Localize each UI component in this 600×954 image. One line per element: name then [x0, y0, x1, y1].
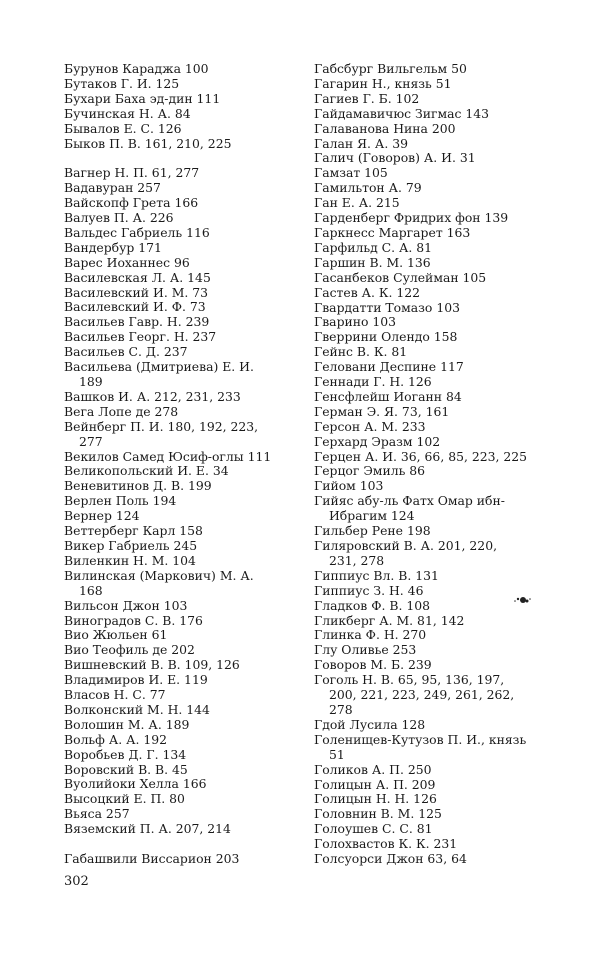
index-entry-text: Галан Я. А. 39	[314, 135, 408, 151]
index-entry	[64, 748, 294, 763]
index-entry-continuation: 200, 221, 223, 249, 261, 262,	[329, 687, 515, 703]
index-entry	[64, 777, 294, 792]
index-entry	[314, 151, 544, 166]
index-entry-text: Вуолийоки Хелла 166	[64, 776, 207, 792]
index-entry	[314, 360, 544, 375]
index-entry-text: Гаркнесс Маргарет 163	[314, 224, 471, 240]
index-entry	[64, 256, 294, 271]
index-entry	[314, 92, 544, 107]
ink-blot-mark	[512, 595, 532, 605]
index-entry	[64, 628, 294, 643]
index-entry-text: Веттерберг Карл 158	[64, 523, 203, 539]
index-entry	[64, 673, 294, 688]
index-entry	[314, 569, 544, 584]
index-entry-text: Бутаков Г. И. 125	[64, 75, 180, 91]
index-entry	[64, 211, 294, 226]
index-entry	[314, 137, 544, 152]
index-entry	[314, 852, 544, 867]
right-index-column	[314, 62, 544, 867]
index-entry	[314, 122, 544, 137]
index-entry-text: Гварино 103	[314, 314, 397, 330]
index-entry-text: Великопольский И. Е. 34	[64, 463, 229, 479]
index-entry	[64, 703, 294, 718]
index-entry-text: Герман Э. Я. 73, 161	[314, 403, 450, 419]
index-entry-text: Герхард Эразм 102	[314, 433, 441, 449]
index-entry	[64, 599, 294, 614]
index-entry-text: Веневитинов Д. В. 199	[64, 478, 212, 494]
index-entry	[314, 718, 544, 733]
left-index-column	[64, 62, 294, 867]
index-entry	[64, 196, 294, 211]
index-entry	[314, 286, 544, 301]
index-entry	[64, 569, 294, 599]
index-entry	[64, 554, 294, 569]
index-entry-text: Воровский В. В. 45	[64, 761, 188, 777]
index-entry	[314, 599, 544, 614]
index-entry	[314, 763, 544, 778]
index-entry	[64, 286, 294, 301]
index-entry-text: Гамильтон А. 79	[314, 180, 422, 196]
index-entry	[314, 792, 544, 807]
index-entry-text: Вейнберг П. И. 180, 192, 223,	[64, 418, 259, 434]
index-entry-text: Бухари Баха эд-дин 111	[64, 90, 221, 106]
index-entry	[64, 122, 294, 137]
index-entry	[64, 271, 294, 286]
index-entry-text: Гайдамавичюс Зигмас 143	[314, 105, 490, 121]
index-entry-text: Васильев Гавр. Н. 239	[64, 314, 210, 330]
index-entry-text: Гарфильд С. А. 81	[314, 239, 433, 255]
index-entry-text: Владимиров И. Е. 119	[64, 672, 208, 688]
index-entry	[314, 524, 544, 539]
index-entry	[64, 181, 294, 196]
index-entry	[64, 658, 294, 673]
index-entry-text: Виленкин Н. М. 104	[64, 552, 196, 568]
index-entry	[314, 539, 544, 569]
index-entry-text: Вильсон Джон 103	[64, 597, 188, 613]
index-entry	[314, 256, 544, 271]
index-entry	[64, 226, 294, 241]
index-entry	[314, 390, 544, 405]
index-entry-text: Говоров М. Б. 239	[314, 657, 432, 673]
index-entry	[314, 837, 544, 852]
index-entry-text: Генсфлейш Иоганн 84	[314, 388, 462, 404]
page-number: 302	[64, 874, 89, 889]
index-entry	[314, 822, 544, 837]
index-entry-text: Галаванова Нина 200	[314, 120, 456, 136]
index-entry	[64, 345, 294, 360]
index-entry-text: Гвардатти Томазо 103	[314, 299, 460, 315]
index-entry-text: Герсон А. М. 233	[314, 418, 426, 434]
index-entry	[314, 658, 544, 673]
index-entry	[314, 77, 544, 92]
index-entry-text: Голенищев-Кутузов П. И., князь	[314, 731, 527, 747]
index-entry	[64, 509, 294, 524]
index-entry	[314, 778, 544, 793]
index-entry-text: Вега Лопе де 278	[64, 403, 179, 419]
index-entry-continuation: 278	[329, 701, 353, 717]
index-entry-text: Власов Н. С. 77	[64, 687, 166, 703]
index-entry	[314, 375, 544, 390]
index-entry	[314, 405, 544, 420]
index-entry	[64, 852, 294, 867]
index-entry-text: Васильев С. Д. 237	[64, 344, 188, 360]
index-entry-text: Гейнс В. К. 81	[314, 344, 408, 360]
index-entry-text: Гликберг А. М. 81, 142	[314, 612, 465, 628]
index-entry	[314, 435, 544, 450]
index-entry-text: Габсбург Вильгельм 50	[314, 61, 467, 76]
index-entry	[314, 643, 544, 658]
index-entry-text: Галич (Говоров) А. И. 31	[314, 150, 476, 166]
index-entry	[64, 166, 294, 181]
index-entry-text: Голохвастов К. К. 231	[314, 836, 458, 852]
index-entry-continuation: Ибрагим 124	[329, 508, 415, 524]
index-entry-text: Вайскопф Грета 166	[64, 195, 199, 211]
index-entry-text: Гийяс абу-ль Фатх Омар ибн-	[314, 493, 505, 509]
index-entry-text: Герцог Эмиль 86	[314, 463, 426, 479]
index-entry-text: Быков П. В. 161, 210, 225	[64, 135, 232, 151]
index-entry-text: Волошин М. А. 189	[64, 716, 190, 732]
index-entry	[64, 807, 294, 822]
index-entry	[314, 420, 544, 435]
index-entry-text: Вашков И. А. 212, 231, 233	[64, 388, 241, 404]
index-entry	[64, 792, 294, 807]
index-entry-text: Герцен А. И. 36, 66, 85, 223, 225	[314, 448, 528, 464]
index-entry-text: Верлен Поль 194	[64, 493, 177, 509]
index-entry-text: Васильева (Дмитриева) Е. И.	[64, 359, 254, 375]
index-entry	[64, 688, 294, 703]
index-entry-text: Гоголь Н. В. 65, 95, 136, 197,	[314, 672, 505, 688]
index-entry	[314, 733, 544, 763]
index-entry-text: Валуев П. А. 226	[64, 210, 174, 226]
index-entry	[314, 107, 544, 122]
index-entry-continuation: 277	[79, 433, 103, 449]
index-entry	[314, 614, 544, 629]
index-entry-text: Варес Иоханнес 96	[64, 254, 190, 270]
index-entry-text: Вилинская (Маркович) М. А.	[64, 567, 254, 583]
index-entry-text: Головнин В. М. 125	[314, 806, 442, 822]
index-entry-text: Габашвили Виссарион 203	[64, 851, 240, 866]
index-entry	[314, 628, 544, 643]
index-entry-text: Гагарин Н., князь 51	[314, 75, 452, 91]
index-entry	[64, 822, 294, 837]
index-entry	[64, 643, 294, 658]
index-entry-text: Гладков Ф. В. 108	[314, 597, 431, 613]
index-entry-text: Ган Е. А. 215	[314, 195, 400, 211]
index-entry-text: Высоцкий Е. П. 80	[64, 791, 185, 807]
index-entry	[64, 614, 294, 629]
index-entry-text: Гиппиус З. Н. 46	[314, 582, 424, 598]
index-entry	[64, 405, 294, 420]
index-entry	[64, 450, 294, 465]
index-entry	[314, 464, 544, 479]
index-entry	[64, 62, 294, 77]
index-entry-text: Голицын А. П. 209	[314, 776, 436, 792]
index-entry-text: Гверрини Олендо 158	[314, 329, 458, 345]
index-entry	[314, 673, 544, 718]
index-entry	[314, 479, 544, 494]
index-entry-text: Вагнер Н. П. 61, 277	[64, 165, 200, 181]
index-entry-text: Бурунов Караджа 100	[64, 61, 209, 76]
index-entry	[314, 271, 544, 286]
index-entry	[64, 107, 294, 122]
index-entry	[64, 763, 294, 778]
index-entry	[314, 494, 544, 524]
index-entry-text: Василевская Л. А. 145	[64, 269, 211, 285]
index-entry-continuation: 231, 278	[329, 552, 385, 568]
index-entry-text: Василевский И. Ф. 73	[64, 299, 206, 315]
index-entry	[314, 584, 544, 599]
index-entry-text: Гагиев Г. Б. 102	[314, 90, 420, 106]
index-entry-text: Вяземский П. А. 207, 214	[64, 821, 231, 837]
index-entry-text: Гильбер Рене 198	[314, 523, 431, 539]
index-entry-text: Вандербур 171	[64, 239, 162, 255]
index-entry-text: Гарденберг Фридрих фон 139	[314, 210, 509, 226]
index-entry-text: Гастев А. К. 122	[314, 284, 421, 300]
index-entry	[314, 315, 544, 330]
index-entry-text: Вальдес Габриель 116	[64, 224, 210, 240]
index-entry-text: Гиппиус Вл. В. 131	[314, 567, 439, 583]
index-entry	[64, 360, 294, 390]
index-entry	[64, 92, 294, 107]
index-entry	[314, 181, 544, 196]
index-entry-text: Вадавуран 257	[64, 180, 161, 196]
index-entry-text: Гдой Лусила 128	[314, 716, 426, 732]
index-entry	[314, 450, 544, 465]
index-entry-text: Вио Жюльен 61	[64, 627, 168, 643]
index-entry-text: Викер Габриель 245	[64, 537, 198, 553]
index-entry-text: Гиляровский В. А. 201, 220,	[314, 538, 498, 553]
index-entry	[314, 196, 544, 211]
index-entry	[64, 733, 294, 748]
index-entry-text: Голиков А. П. 250	[314, 761, 432, 777]
index-entry-text: Голоушев С. С. 81	[314, 821, 433, 837]
index-entry-text: Вишневский В. В. 109, 126	[64, 657, 240, 673]
index-entry-text: Гасанбеков Сулейман 105	[314, 269, 487, 285]
index-entry-text: Воробьев Д. Г. 134	[64, 746, 187, 762]
index-entry-text: Вольф А. А. 192	[64, 731, 167, 747]
index-entry-text: Гийом 103	[314, 478, 384, 494]
index-entry	[314, 226, 544, 241]
index-entry-text: Бучинская Н. А. 84	[64, 105, 191, 121]
index-entry-text: Гамзат 105	[314, 165, 388, 181]
index-entry-text: Векилов Самед Юсиф-оглы 111	[64, 448, 272, 464]
index-entry-text: Вьяса 257	[64, 806, 130, 822]
index-entry	[64, 241, 294, 256]
section-gap	[64, 151, 294, 166]
index-entry-text: Виноградов С. В. 176	[64, 612, 203, 628]
index-entry	[314, 166, 544, 181]
index-entry	[314, 301, 544, 316]
index-entry-text: Бывалов Е. С. 126	[64, 120, 182, 136]
index-entry	[64, 718, 294, 733]
index-entry-text: Вио Теофиль де 202	[64, 642, 195, 658]
index-entry	[64, 464, 294, 479]
index-entry	[64, 315, 294, 330]
index-entry-text: Голсуорси Джон 63, 64	[314, 851, 467, 867]
index-entry	[64, 330, 294, 345]
index-entry-text: Геловани Деспине 117	[314, 359, 464, 375]
index-entry	[314, 330, 544, 345]
index-entry	[64, 524, 294, 539]
index-entry-text: Геннади Г. Н. 126	[314, 374, 432, 390]
index-entry	[314, 211, 544, 226]
index-entry	[314, 241, 544, 256]
index-entry	[64, 137, 294, 152]
index-entry-text: Глу Оливье 253	[314, 642, 417, 658]
index-entry-text: Глинка Ф. Н. 270	[314, 627, 427, 643]
index-entry	[314, 62, 544, 77]
index-entry-continuation: 51	[329, 746, 345, 762]
index-entry-text: Волконский М. Н. 144	[64, 701, 210, 717]
index-entry-text: Василевский И. М. 73	[64, 284, 209, 300]
index-entry-continuation: 168	[79, 582, 103, 598]
index-entry	[64, 420, 294, 450]
index-entry	[64, 479, 294, 494]
index-entry-text: Гаршин В. М. 136	[314, 254, 431, 270]
index-entry-text: Вернер 124	[64, 508, 140, 524]
index-entry-text: Голицын Н. Н. 126	[314, 791, 437, 807]
section-gap	[64, 837, 294, 852]
index-entry	[314, 807, 544, 822]
index-entry	[314, 345, 544, 360]
index-entry	[64, 494, 294, 509]
index-entry-text: Васильев Георг. Н. 237	[64, 329, 217, 345]
index-entry	[64, 539, 294, 554]
index-entry	[64, 77, 294, 92]
index-entry-continuation: 189	[79, 374, 103, 390]
index-entry	[64, 300, 294, 315]
index-entry	[64, 390, 294, 405]
